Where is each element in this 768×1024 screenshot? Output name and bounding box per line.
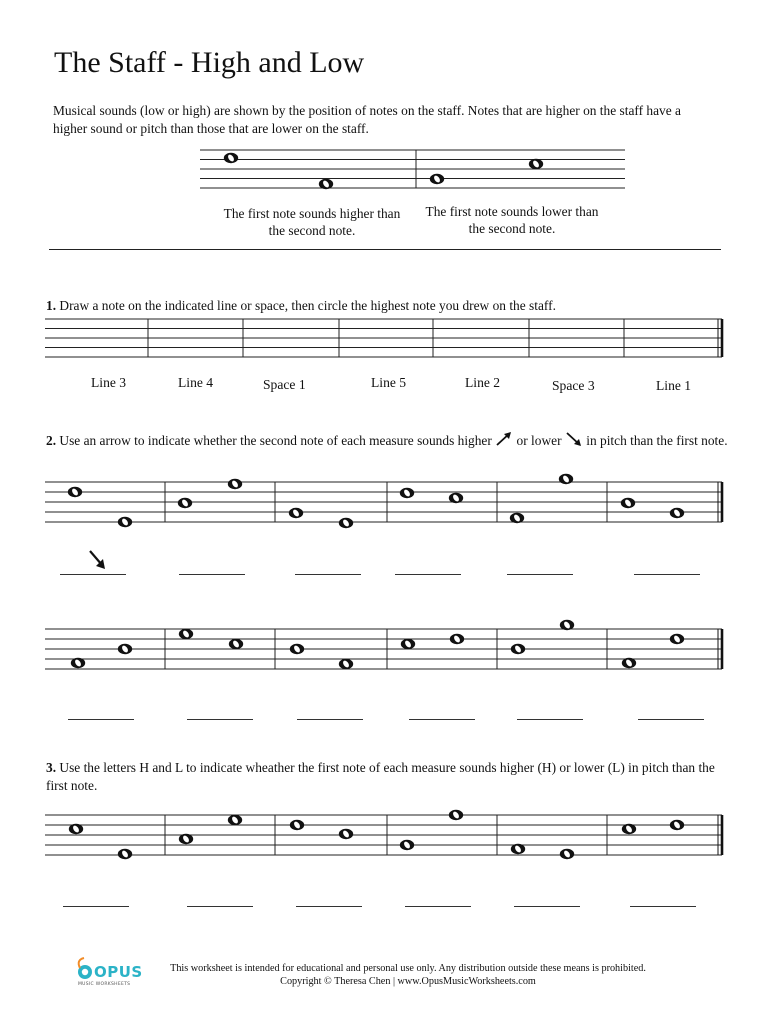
q1-label: Space 3	[552, 378, 595, 393]
whole-note	[430, 174, 444, 184]
whole-note	[622, 658, 636, 668]
question-1-staff	[45, 319, 722, 357]
whole-note	[290, 644, 304, 654]
whole-note	[511, 644, 525, 654]
example-caption-right: The first note sounds lower than the second note.	[425, 204, 599, 236]
whole-note	[511, 844, 525, 854]
q1-label: Line 5	[371, 375, 407, 390]
whole-note	[290, 820, 304, 830]
page-title: The Staff - High and Low	[54, 46, 365, 79]
whole-note	[228, 815, 242, 825]
whole-note	[670, 634, 684, 644]
whole-note	[69, 824, 83, 834]
whole-note	[179, 629, 193, 639]
q1-label: Space 1	[263, 377, 306, 392]
whole-note	[400, 840, 414, 850]
whole-note	[228, 479, 242, 489]
whole-note	[118, 849, 132, 859]
whole-note	[621, 498, 635, 508]
question-2-text-b: or lower	[513, 433, 562, 448]
question-3-staff	[45, 815, 722, 855]
question-2-staff-a	[45, 482, 722, 522]
q1-label: Line 3	[91, 375, 127, 390]
whole-note	[560, 849, 574, 859]
intro-paragraph: Musical sounds (low or high) are shown by the position of notes on the staff. Notes that are higher on the staff have a higher sound or pitch than those that are lower on the staff.	[53, 103, 681, 136]
question-2-staff-b	[45, 629, 722, 669]
whole-note	[224, 153, 238, 163]
whole-note	[339, 518, 353, 528]
whole-note	[118, 644, 132, 654]
opus-logo-text: OPUS	[94, 963, 143, 981]
question-1-number: 1.	[46, 298, 57, 313]
whole-note	[118, 517, 132, 527]
q1-label: Line 1	[656, 378, 692, 393]
whole-note	[450, 634, 464, 644]
whole-note	[560, 620, 574, 630]
whole-note	[178, 498, 192, 508]
q1-label: Line 4	[178, 375, 214, 390]
whole-note	[670, 508, 684, 518]
whole-note	[559, 474, 573, 484]
whole-note	[68, 487, 82, 497]
example-caption-left: The first note sounds higher than the second note.	[223, 206, 401, 238]
whole-note	[670, 820, 684, 830]
question-1-text: Draw a note on the indicated line or space, then circle the highest note you drew on the staff.	[56, 298, 556, 313]
footer-copyright: Copyright © Theresa Chen | www.OpusMusicWorksheets.com	[280, 976, 536, 987]
example-staff	[200, 150, 625, 188]
opus-logo-subtext: MUSIC WORKSHEETS	[78, 982, 131, 987]
question-3-number: 3.	[46, 760, 57, 775]
question-3-text: Use the letters H and L to indicate wheather the first note of each measure sounds higher (H) or lower (L) in pitch than the first note.	[46, 760, 715, 793]
question-2-text-a: Use an arrow to indicate whether the second note of each measure sounds higher	[56, 433, 492, 448]
whole-note	[449, 493, 463, 503]
whole-note	[339, 659, 353, 669]
whole-note	[319, 179, 333, 189]
whole-note	[400, 488, 414, 498]
whole-note	[179, 834, 193, 844]
whole-note	[339, 829, 353, 839]
whole-note	[401, 639, 415, 649]
question-2-text-c: in pitch than the first note.	[582, 433, 728, 448]
whole-note	[449, 810, 463, 820]
whole-note	[71, 658, 85, 668]
whole-note	[529, 159, 543, 169]
footer-disclaimer: This worksheet is intended for educational and personal use only. Any distribution outside these means is prohibited.	[170, 963, 646, 974]
whole-note	[229, 639, 243, 649]
whole-note	[289, 508, 303, 518]
whole-note	[510, 513, 524, 523]
whole-note	[622, 824, 636, 834]
q1-label: Line 2	[465, 375, 501, 390]
question-2-number: 2.	[46, 433, 57, 448]
